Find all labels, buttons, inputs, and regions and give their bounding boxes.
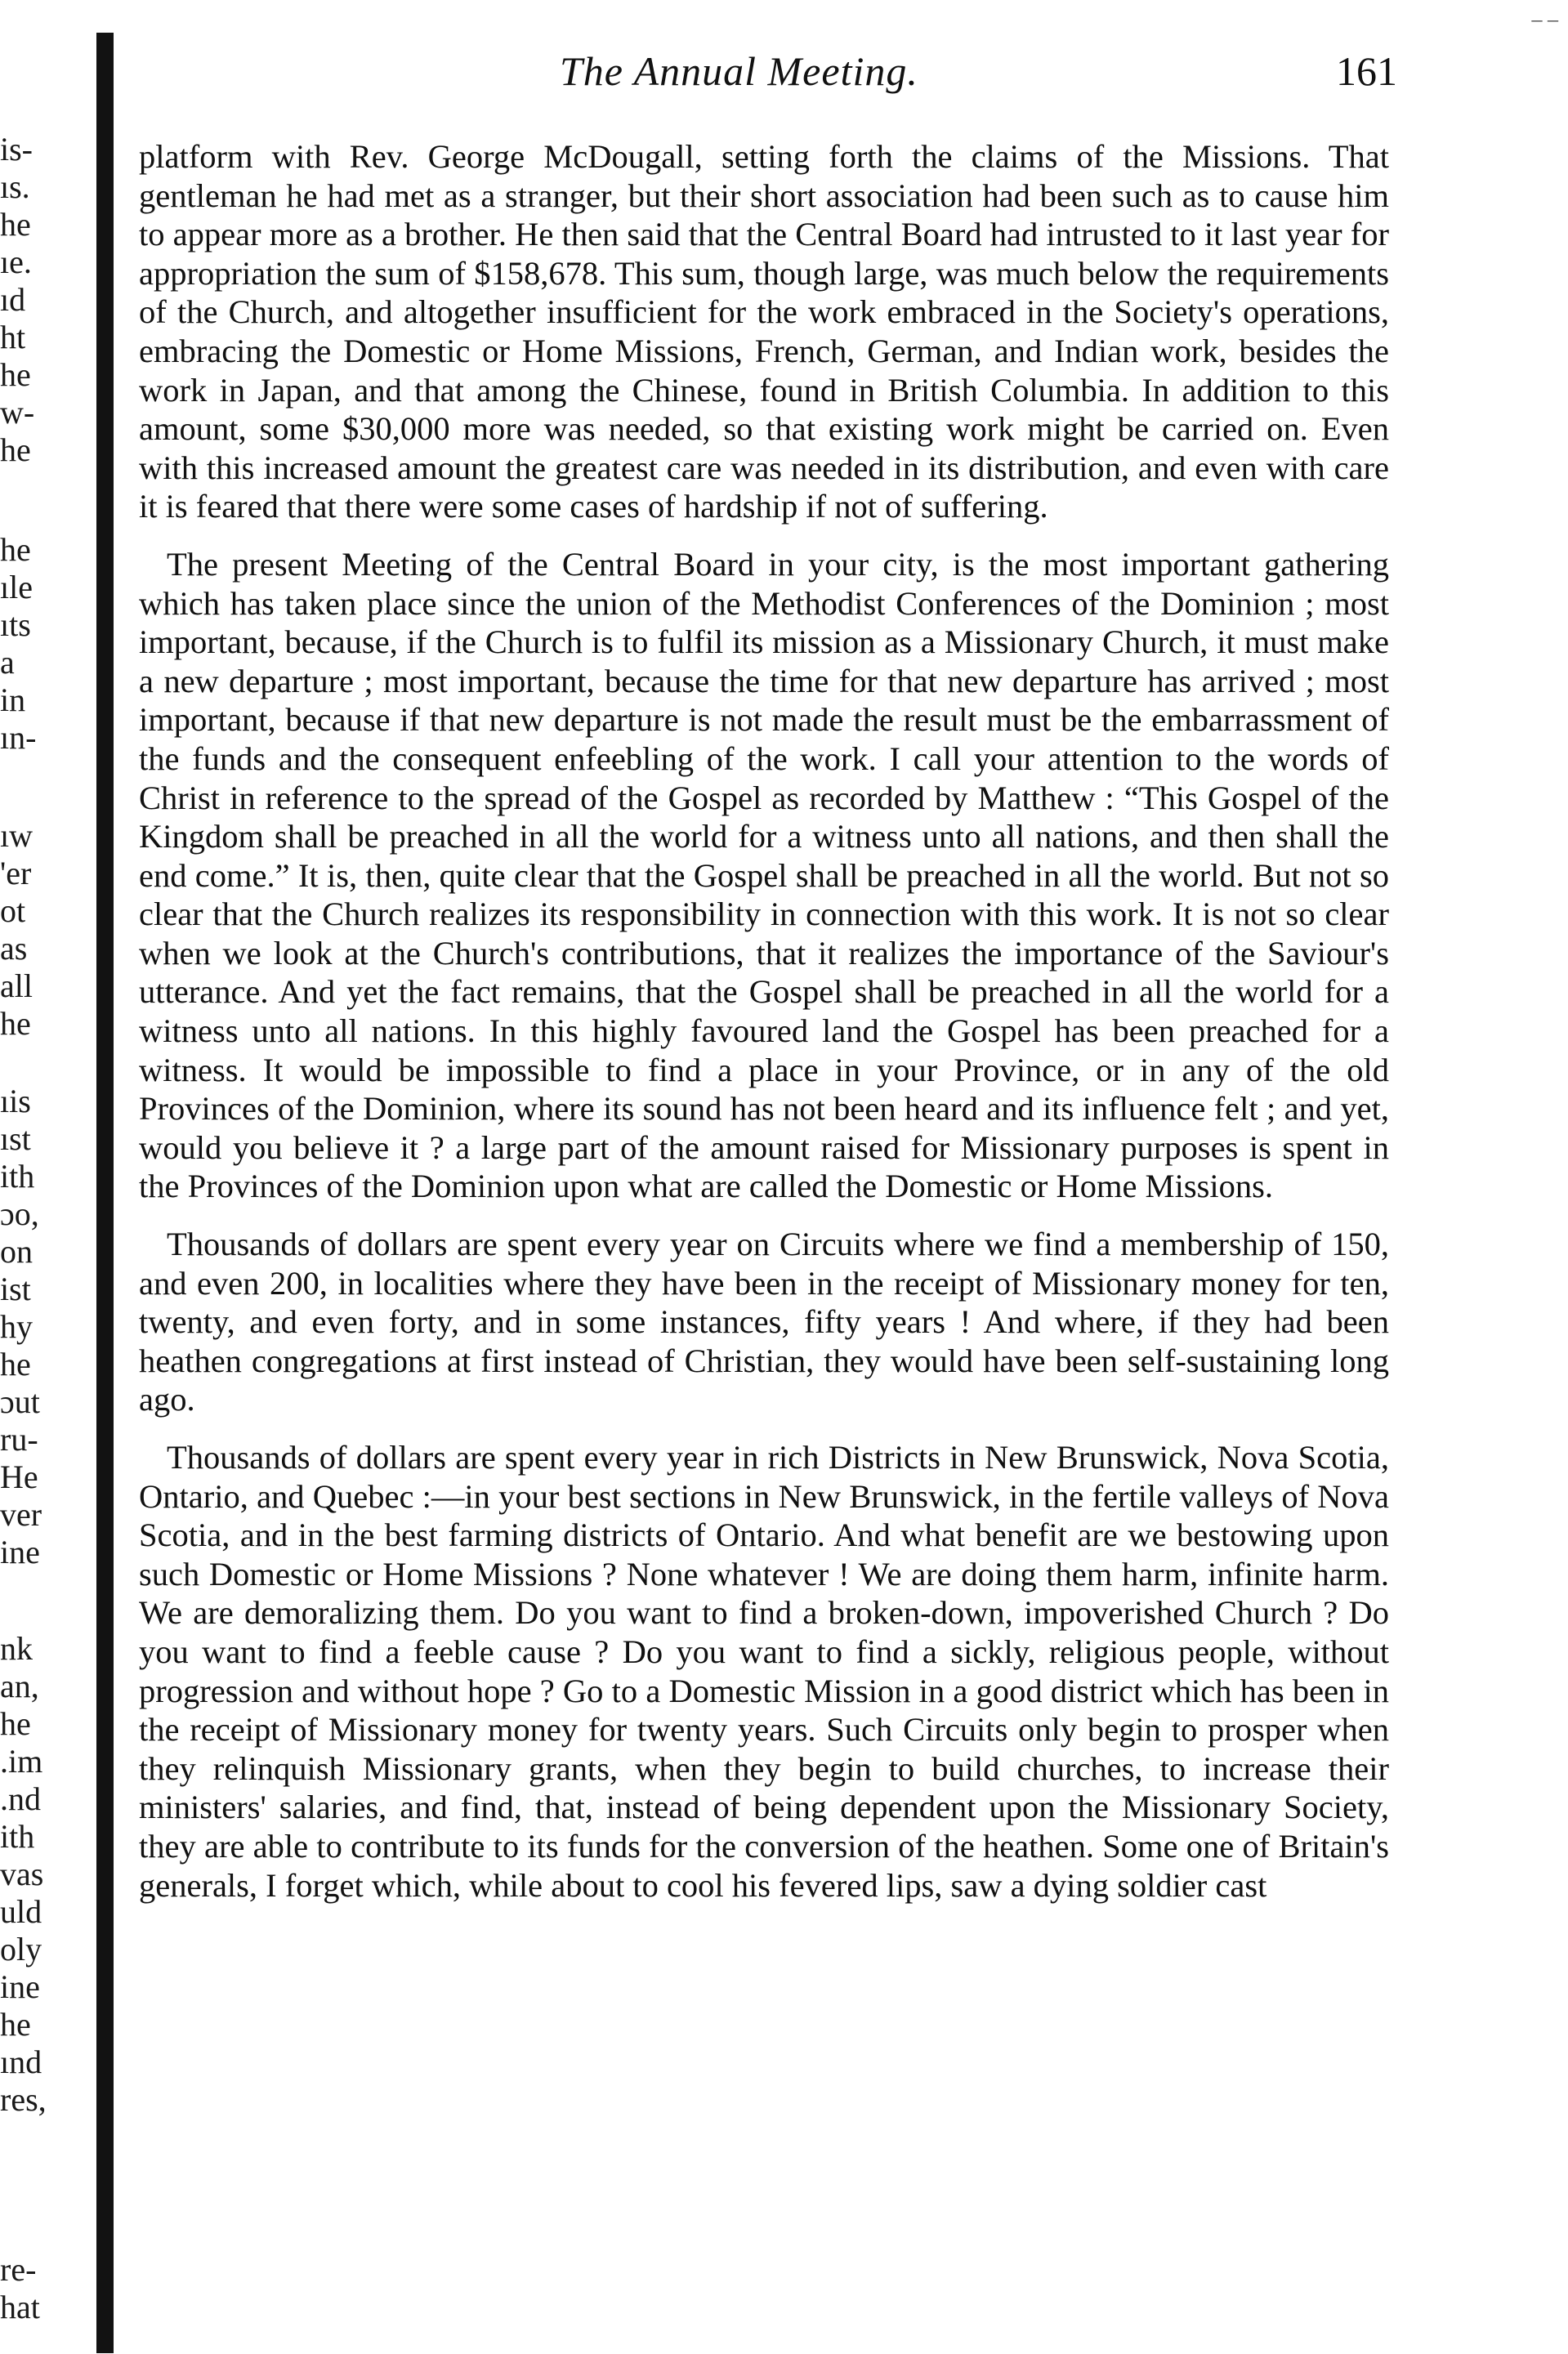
paragraph: The present Meeting of the Central Board in your city, is the most important gathering which has taken place since the union of the Methodist Conferences of the Dominion ; most important, because, if the Church is to fulfil its mission as a Missionary Church, it must make a new departure ; most important, because the time for that new departure has arrived ; most important, because if that new departure is not made the result must be the embarrassment of the funds and the consequent enfeebling of the work. I call your attention to the words of Christ in reference to the spread of the Gospel as recorded by Matthew : “This Gospel of the Kingdom shall be preached in all the world for a witness unto all nations, and then shall the end come.” It is, then, quite clear that the Gospel shall be preached in all the world. But not so clear that the Church realizes its responsibility in connection with this work. It is not so clear when we look at the Church's contributions, that it realizes the importance of the Saviour's utterance. And yet the fact remains, that the Gospel shall be preached in all the world for a witness unto all nations. In this highly favoured land the Gospel has been preached for a witness. It would be impossible to find a place in your Province, or in any of the old Provinces of the Dominion, where its sound has not been heard and its influence felt ; and yet, would you believe it ? a large part of the amount raised for Missionary purposes is spent in the Provinces of the Dominion upon what are called the Domestic or Home Missions. <box>139 545 1389 1205</box>
margin-fragment: he <box>0 206 31 243</box>
margin-fragment: ith <box>0 1158 35 1195</box>
margin-fragment: he <box>0 1005 31 1042</box>
margin-fragment: ıle <box>0 569 33 605</box>
margin-fragment: ot <box>0 892 26 929</box>
margin-fragment: he <box>0 531 31 568</box>
margin-fragment: ine <box>0 1968 40 2005</box>
margin-fragment: .nd <box>0 1780 41 1817</box>
margin-fragment: ıts <box>0 606 31 643</box>
margin-fragment: ıe. <box>0 243 32 280</box>
margin-fragment: all <box>0 967 33 1004</box>
margin-fragment: a <box>0 644 15 681</box>
margin-fragment: res, <box>0 2081 47 2118</box>
left-margin-fragments-low <box>0 817 96 1043</box>
margin-fragment: ine <box>0 1534 40 1570</box>
page-header <box>139 47 1397 113</box>
left-margin-fragments-6 <box>0 2251 96 2326</box>
margin-fragment: ver <box>0 1496 42 1533</box>
margin-fragment: ith <box>0 1818 35 1855</box>
left-margin-fragments-mid <box>0 531 96 757</box>
margin-fragment: an, <box>0 1668 39 1704</box>
margin-fragment: ıw <box>0 817 33 854</box>
margin-fragment: ist <box>0 1271 31 1307</box>
margin-fragment: he <box>0 356 31 393</box>
left-margin-fragments-4 <box>0 1083 96 1571</box>
margin-fragment: hat <box>0 2289 40 2325</box>
margin-fragment: he <box>0 1346 31 1382</box>
corner-mark: _ _ <box>1531 0 1558 24</box>
margin-fragment: as <box>0 930 28 967</box>
margin-fragment: ıs. <box>0 168 30 205</box>
margin-fragment: ɔut <box>0 1383 40 1420</box>
body-text <box>139 137 1389 1923</box>
left-margin-fragments-5 <box>0 1630 96 2119</box>
paragraph: platform with Rev. George McDougall, setting forth the claims of the Missions. That gentleman he had met as a stranger, but their short association had been such as to cause him to appear more as a brother. He then said that the Central Board had intrusted to it last year for appropriation the sum of $158,678. This sum, though large, was much below the requirements of the Church, and altogether insufficient for the work embraced in the Society's operations, embracing the Domestic or Home Missions, French, German, and Indian work, besides the work in Japan, and that among the Chinese, found in British Columbia. In addition to this amount, some $30,000 more was needed, so that existing work might be carried on. Even with this increased amount the greatest care was needed in its distribution, and even with care it is feared that there were some cases of hardship if not of suffering. <box>139 138 1389 525</box>
margin-fragment: he <box>0 2006 31 2043</box>
margin-fragment: 'er <box>0 855 32 891</box>
margin-fragment: uld <box>0 1893 42 1930</box>
margin-fragment: ınd <box>0 2044 42 2080</box>
margin-fragment: in <box>0 681 26 718</box>
margin-fragment: he <box>0 1705 31 1742</box>
binding-edge <box>96 33 114 2353</box>
margin-fragment: w- <box>0 394 35 431</box>
running-title: The Annual Meeting. <box>560 48 918 94</box>
margin-fragment: nk <box>0 1630 33 1667</box>
margin-fragment: ht <box>0 319 26 355</box>
page-number: 161 <box>1336 48 1397 94</box>
margin-fragment: on <box>0 1233 33 1270</box>
margin-fragment: ru- <box>0 1421 38 1458</box>
paragraph: Thousands of dollars are spent every year on Circuits where we find a membership of 150, and even 200, in localities where they have been in the receipt of Missionary money for ten, twenty, and even forty, and in some instances, fifty years ! And where, if they had been heathen congregations at first instead of Christian, they would have been self-sustaining long ago. <box>139 1226 1389 1418</box>
margin-fragment: hy <box>0 1308 33 1345</box>
margin-fragment: is- <box>0 131 33 168</box>
left-margin-fragments-top <box>0 131 96 469</box>
margin-fragment: ıis <box>0 1083 31 1119</box>
margin-fragment: vas <box>0 1856 44 1892</box>
paragraph: Thousands of dollars are spent every year in rich Districts in New Brunswick, Nova Scotia, Ontario, and Quebec :—in your best sections in New Brunswick, in the fertile valleys of Nova Scotia, and in the best farming districts of Ontario. And what benefit are we bestowing upon such Domestic or Home Missions ? None whatever ! We are doing them harm, infinite harm. We are demoralizing them. Do you want to find a broken-down, impoverished Church ? Do you want to find a feeble cause ? Do you want to find a sickly, religious people, without progression and without hope ? Go to a Domestic Mission in a good district which has been in the receipt of Missionary money for twenty years. Such Circuits only begin to prosper when they relinquish Missionary grants, when they begin to build churches, to increase their ministers' salaries, and find, that, instead of being dependent upon the Missionary Society, they are able to contribute to its funds for the conversion of the heathen. Some one of Britain's generals, I forget which, while about to cool his fevered lips, saw a dying soldier cast <box>139 1439 1389 1904</box>
margin-fragment: ıst <box>0 1120 31 1157</box>
margin-fragment: re- <box>0 2251 37 2288</box>
margin-fragment: ɔo, <box>0 1195 39 1232</box>
margin-fragment: He <box>0 1458 38 1495</box>
margin-fragment: oly <box>0 1931 42 1968</box>
margin-fragment: ıd <box>0 281 26 318</box>
margin-fragment: ın- <box>0 719 37 756</box>
margin-fragment: .im <box>0 1743 43 1780</box>
margin-fragment: he <box>0 431 31 468</box>
